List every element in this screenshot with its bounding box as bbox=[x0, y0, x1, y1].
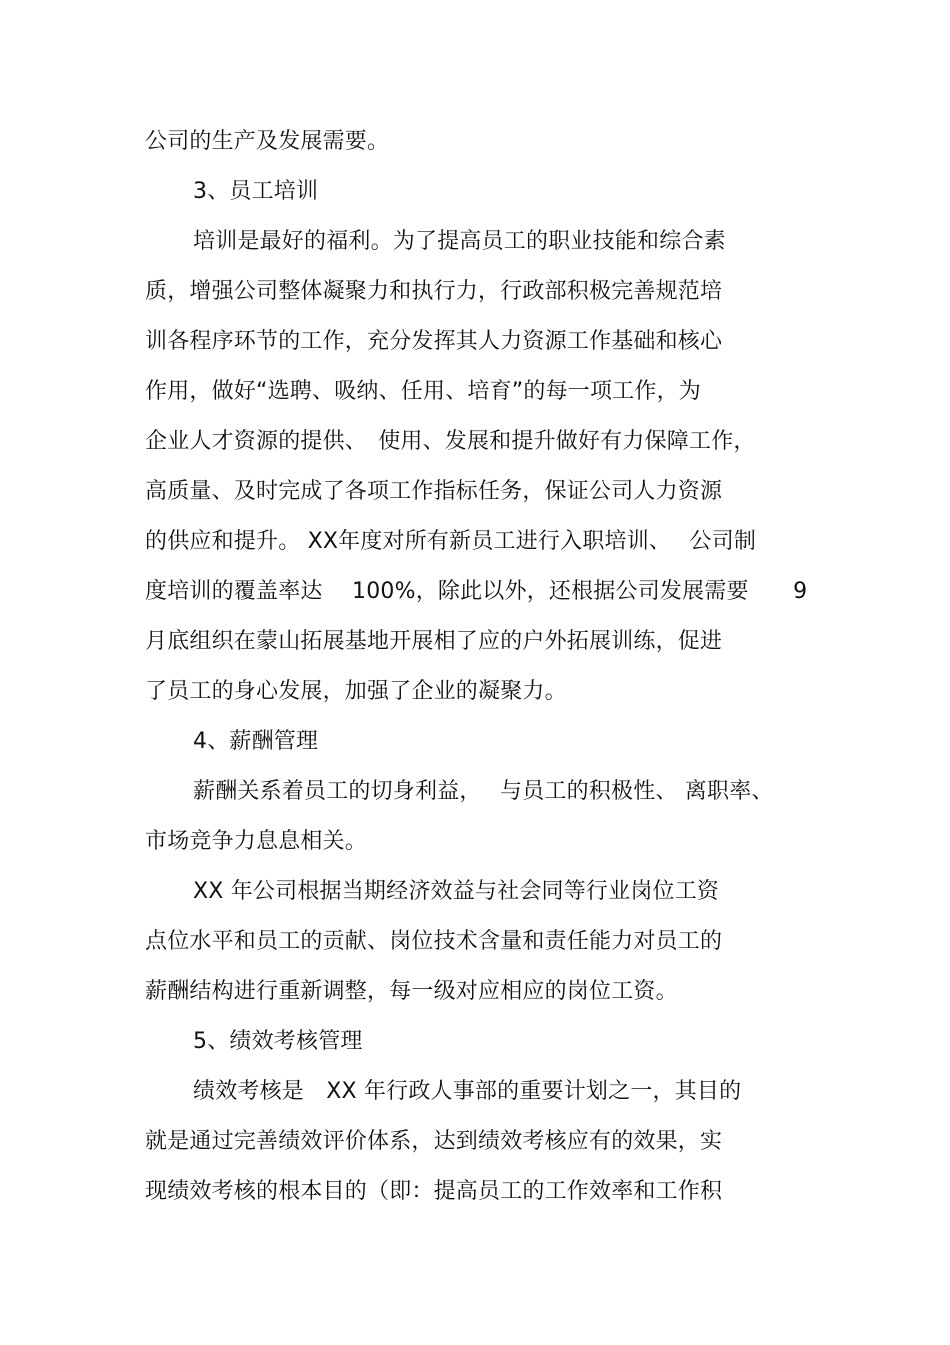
section-heading-compensation: 4、薪酬管理 bbox=[193, 729, 319, 754]
paragraph-line: 市场竞争力息息相关。 bbox=[145, 829, 368, 854]
paragraph-line: 点位水平和员工的贡献、岗位技术含量和责任能力对员工的 bbox=[145, 929, 723, 954]
paragraph-line: 就是通过完善绩效评价体系，达到绩效考核应有的效果，实 bbox=[145, 1129, 723, 1154]
section-heading-performance: 5、绩效考核管理 bbox=[193, 1029, 363, 1054]
paragraph-line: 薪酬关系着员工的切身利益， 与员工的积极性、 离职率、 bbox=[193, 779, 774, 804]
section-heading-training: 3、员工培训 bbox=[193, 179, 319, 204]
paragraph-line: 高质量、及时完成了各项工作指标任务，保证公司人力资源 bbox=[145, 479, 723, 504]
paragraph-line: 质，增强公司整体凝聚力和执行力，行政部积极完善规范培 bbox=[145, 279, 723, 304]
paragraph-line: 绩效考核是 XX 年行政人事部的重要计划之一，其目的 bbox=[193, 1079, 742, 1104]
paragraph-line: 月底组织在蒙山拓展基地开展相了应的户外拓展训练，促进 bbox=[145, 629, 723, 654]
paragraph-line: 企业人才资源的提供、 使用、发展和提升做好有力保障工作， bbox=[145, 429, 756, 454]
paragraph-line: 公司的生产及发展需要。 bbox=[145, 129, 390, 154]
paragraph-line: 训各程序环节的工作，充分发挥其人力资源工作基础和核心 bbox=[145, 329, 723, 354]
paragraph-line: 作用，做好“选聘、吸纳、任用、培育”的每一项工作，为 bbox=[145, 379, 701, 404]
paragraph-line: 度培训的覆盖率达 100%，除此以外，还根据公司发展需要 9 bbox=[145, 579, 808, 604]
paragraph-line: 的供应和提升。 XX年度对所有新员工进行入职培训、 公司制 bbox=[145, 529, 757, 554]
paragraph-line: 现绩效考核的根本目的（即：提高员工的工作效率和工作积 bbox=[145, 1179, 723, 1204]
paragraph-line: XX 年公司根据当期经济效益与社会同等行业岗位工资 bbox=[193, 879, 720, 904]
paragraph-line: 培训是最好的福利。为了提高员工的职业技能和综合素 bbox=[193, 229, 726, 254]
paragraph-line: 薪酬结构进行重新调整，每一级对应相应的岗位工资。 bbox=[145, 979, 678, 1004]
paragraph-line: 了员工的身心发展，加强了企业的凝聚力。 bbox=[145, 679, 567, 704]
